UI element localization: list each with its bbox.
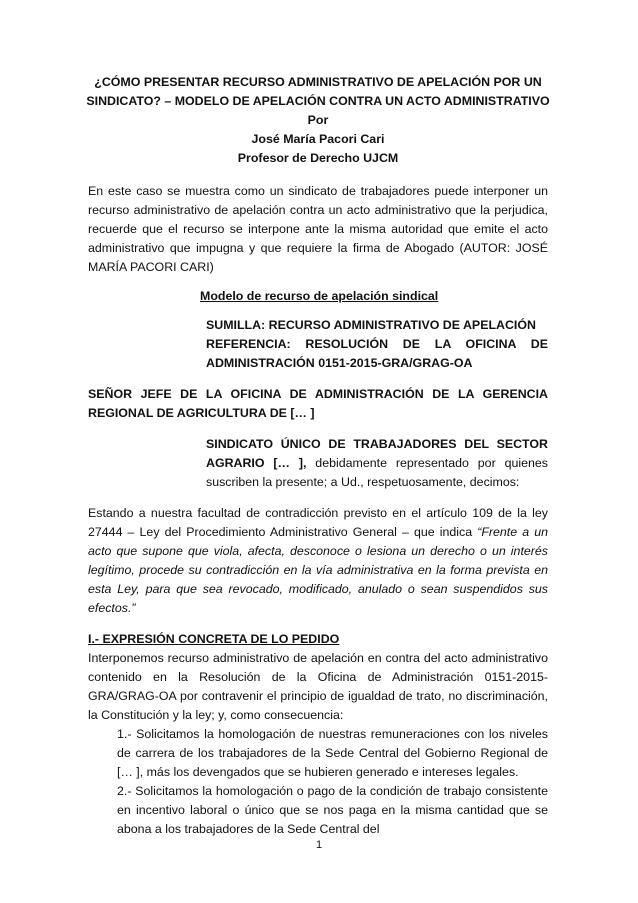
by-line: Por: [307, 113, 329, 127]
document-title: [88, 73, 548, 168]
legal-basis-paragraph: [88, 504, 548, 618]
page-number: 1: [315, 839, 323, 851]
section-1-body: Interponemos recurso administrativo de apelación en contra del acto administrativo contenido en la Resolución de la Oficina de Administración 0151-2015-GRA/GRAG-OA por contravenir el principio de igualdad de trato, no discriminación, la Constitución y la ley; y, como consecuencia:: [88, 651, 548, 722]
title-line-1: ¿CÓMO PRESENTAR RECURSO ADMINISTRATIVO DE APELACIÓN POR UN: [94, 75, 542, 89]
list-item: 2.- Solicitamos la homologación o pago de la condición de trabajo consistente en incentivo laboral o único que se nos paga en la misma cantidad que se abona a los trabajadores de la Sede Central del: [117, 784, 548, 836]
legal-basis-text: Estando a nuestra facultad de contradicción previsto en el artículo 109 de la ley 27444 – Ley del Procedimiento Administrativo General – que indica: [88, 506, 548, 539]
author-role: Profesor de Derecho UJCM: [237, 151, 399, 165]
list-item: 1.- Solicitamos la homologación de nuestras remuneraciones con los niveles de carrera de los trabajadores de la Sede Central del Gobierno Regional de [… ], más los devengados que se hubieren generado e intereses legales.: [117, 727, 548, 779]
intro-paragraph: En este caso se muestra como un sindicato de trabajadores puede interponer un recurso administrativo de apelación contra un acto administrativo que la perjudica, recuerde que el recurso se interpone ante la misma autoridad que emite el acto administrativo que impugna y que requiere la firma de Abogado (AUTOR: JOSÉ MARÍA PACORI CARI): [88, 184, 548, 274]
document-content: [88, 73, 548, 839]
author-name: José María Pacori Cari: [251, 132, 385, 146]
referencia: REFERENCIA: RESOLUCIÓN DE LA OFICINA DE ADMINISTRACIÓN 0151-2015-GRA/GRAG-OA: [206, 337, 548, 370]
addressee: SEÑOR JEFE DE LA OFICINA DE ADMINISTRACIÓN DE LA GERENCIA REGIONAL DE AGRICULTURA DE [… ]: [88, 387, 548, 420]
sumilla-block: [206, 316, 548, 373]
legal-basis-quote: “Frente a un acto que supone que viola, afecta, desconoce o lesiona un derecho o un interés legítimo, procede su contradicción en la vía administrativa en la forma prevista en esta Ley, para que sea revocado, modificado, anulado o sean suspendidos sus efectos.”: [88, 525, 548, 615]
section-1-heading: I.- EXPRESIÓN CONCRETA DE LO PEDIDO: [88, 632, 340, 646]
petitioner-name: SINDICATO ÚNICO DE TRABAJADORES DEL SECTOR AGRARIO [… ],: [206, 437, 548, 470]
petitioner-paragraph: [206, 435, 548, 492]
petitioner-rest: debidamente representado por quienes suscriben la presente; a Ud., respetuosamente, decimos:: [206, 456, 548, 489]
model-heading: Modelo de recurso de apelación sindical: [200, 289, 439, 303]
title-line-2: SINDICATO? – MODELO DE APELACIÓN CONTRA UN ACTO ADMINISTRATIVO: [86, 94, 550, 108]
request-list: [117, 725, 548, 839]
sumilla: SUMILLA: RECURSO ADMINISTRATIVO DE APELACIÓN: [206, 318, 536, 332]
